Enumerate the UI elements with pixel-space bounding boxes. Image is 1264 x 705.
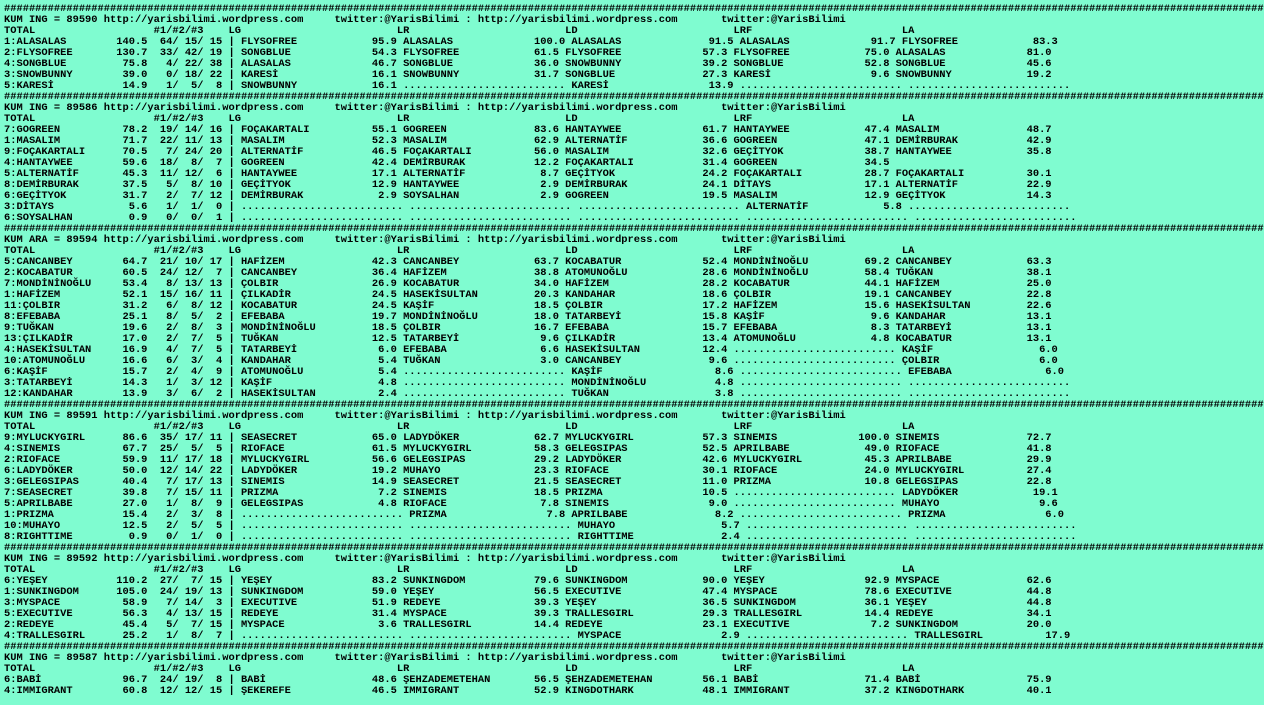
text-line: 9:MYLUCKYGIRL 86.6 35/ 17/ 11 | SEASECRET 65.0 LADYDÖKER 62.7 MYLUCKYGIRL 57.3 SINEMIS 100.0 SINEMIS 72.7: [4, 432, 1052, 444]
text-line: 8:RIGHTTIME 0.9 0/ 1/ 0 | .......................... .......................... RIGHTTIME 2.4 .......................... ..........................: [4, 531, 1077, 543]
text-line: 4:SINEMIS 67.7 25/ 5/ 5 | RIOFACE 61.5 MYLUCKYGIRL 58.3 GELEGSIPAS 52.5 APRILBABE 49.0 RIOFACE 41.8: [4, 443, 1052, 455]
text-line: KUM ING = 89591 http://yarisbilimi.wordpress.com twitter:@YarisBilimi : http://yarisbilimi.wordpress.com twitter:@YarisBilimi: [4, 410, 846, 422]
text-line: TOTAL #1/#2/#3 LG LR LD LRF LA: [4, 663, 915, 675]
text-line: TOTAL #1/#2/#3 LG LR LD LRF LA: [4, 564, 915, 576]
text-line: 6:LADYDÖKER 50.0 12/ 14/ 22 | LADYDÖKER 19.2 MUHAYO 23.3 RIOFACE 30.1 RIOFACE 24.0 MYLUCKYGIRL 27.4: [4, 465, 1052, 477]
text-line: ##########################################################################################################################################################################################################: [4, 223, 1264, 235]
text-line: ##########################################################################################################################################################################################################: [4, 399, 1264, 411]
text-line: 6:KAŞİF 15.7 2/ 4/ 9 | ATOMUNOĞLU 5.4 .......................... KAŞİF 8.6 .......................... EFEBABA 6.0: [4, 366, 1065, 378]
text-line: 4:HASEKİSULTAN 16.9 4/ 7/ 5 | TATARBEYİ 6.0 EFEBABA 6.6 HASEKİSULTAN 12.4 .......................... KAŞİF 6.0: [4, 344, 1058, 356]
text-line: 7:SEASECRET 39.8 7/ 15/ 11 | PRIZMA 7.2 SINEMIS 18.5 PRIZMA 10.5 .......................... LADYDÖKER 19.1: [4, 487, 1058, 499]
text-line: 4:IMMIGRANT 60.8 12/ 12/ 15 | ŞEKEREFE 46.5 IMMIGRANT 52.9 KINGDOTHARK 48.1 IMMIGRANT 37.2 KINGDOTHARK 40.1: [4, 685, 1052, 697]
text-line: 4:HANTAYWEE 59.6 18/ 8/ 7 | GOGREEN 42.4 DEMİRBURAK 12.2 FOÇAKARTALI 31.4 GOGREEN 34.5: [4, 157, 896, 169]
text-line: 3:TATARBEYİ 14.3 1/ 3/ 12 | KAŞİF 4.8 .......................... MONDİNİNOĞLU 4.8 .......................... ..........................: [4, 377, 1071, 389]
text-line: 10:ATOMUNOĞLU 16.6 6/ 3/ 4 | KANDAHAR 5.4 TUĞKAN 3.0 CANCANBEY 9.6 .......................... ÇOLBIR 6.0: [4, 355, 1058, 367]
text-line: KUM ING = 89590 http://yarisbilimi.wordpress.com twitter:@YarisBilimi : http://yarisbilimi.wordpress.com twitter:@YarisBilimi: [4, 14, 846, 26]
text-line: KUM ING = 89592 http://yarisbilimi.wordpress.com twitter:@YarisBilimi : http://yarisbilimi.wordpress.com twitter:@YarisBilimi: [4, 553, 846, 565]
text-line: 4:SONGBLUE 75.8 4/ 22/ 38 | ALASALAS 46.7 SONGBLUE 36.0 SNOWBUNNY 39.2 SONGBLUE 52.8 SONGBLUE 45.6: [4, 58, 1052, 70]
text-line: TOTAL #1/#2/#3 LG LR LD LRF LA: [4, 113, 915, 125]
text-line: 1:HAFİZEM 52.1 15/ 16/ 11 | ÇILKADİR 24.5 HASEKİSULTAN 20.3 KANDAHAR 18.6 ÇOLBIR 19.1 CANCANBEY 22.8: [4, 289, 1052, 301]
text-line: 6:GEÇİTYOK 31.7 2/ 7/ 12 | DEMİRBURAK 2.9 SOYSALHAN 2.9 GOGREEN 19.5 MASALIM 12.9 GEÇİTYOK 14.3: [4, 190, 1052, 202]
text-line: 13:ÇILKADİR 17.0 2/ 7/ 5 | TUĞKAN 12.5 TATARBEYİ 9.6 ÇILKADİR 13.4 ATOMUNOĞLU 4.8 KOCABATUR 13.1: [4, 333, 1052, 345]
text-line: 2:FLYSOFREE 130.7 33/ 42/ 19 | SONGBLUE 54.3 FLYSOFREE 61.5 FLYSOFREE 57.3 FLYSOFREE 75.0 ALASALAS 81.0: [4, 47, 1052, 59]
text-line: 3:DİTAYS 5.6 1/ 1/ 0 | .......................... .......................... .......................... ALTERNATİF 5.8 ..........................: [4, 201, 1071, 213]
text-line: 5:APRILBABE 27.0 1/ 8/ 9 | GELEGSIPAS 4.8 RIOFACE 7.8 SINEMIS 9.0 .......................... MUHAYO 9.6: [4, 498, 1058, 510]
text-line: 4:TRALLESGIRL 25.2 1/ 8/ 7 | .......................... .......................... MYSPACE 2.9 .......................... TRALLESGIRL 17.9: [4, 630, 1071, 642]
text-line: 2:RIOFACE 59.9 11/ 17/ 18 | MYLUCKYGIRL 56.6 GELEGSIPAS 29.2 LADYDÖKER 42.6 MYLUCKYGIRL 45.3 APRILBABE 29.9: [4, 454, 1052, 466]
text-line: 1:ALASALAS 140.5 64/ 15/ 15 | FLYSOFREE 95.9 ALASALAS 100.0 ALASALAS 91.5 ALASALAS 91.7 FLYSOFREE 83.3: [4, 36, 1058, 48]
text-line: 5:CANCANBEY 64.7 21/ 10/ 17 | HAFİZEM 42.3 CANCANBEY 63.7 KOCABATUR 52.4 MONDİNİNOĞLU 69.2 CANCANBEY 63.3: [4, 256, 1052, 268]
text-line: 7:GOGREEN 78.2 19/ 14/ 16 | FOÇAKARTALI 55.1 GOGREEN 83.6 HANTAYWEE 61.7 HANTAYWEE 47.4 MASALIM 48.7: [4, 124, 1052, 136]
text-line: TOTAL #1/#2/#3 LG LR LD LRF LA: [4, 421, 915, 433]
text-line: ##########################################################################################################################################################################################################: [4, 542, 1264, 554]
text-line: 6:BABİ 96.7 24/ 19/ 8 | BABİ 48.6 ŞEHZADEMETEHAN 56.5 ŞEHZADEMETEHAN 56.1 BABİ 71.4 BABİ 75.9: [4, 674, 1052, 686]
text-line: 10:MUHAYO 12.5 2/ 5/ 5 | .......................... .......................... MUHAYO 5.7 .......................... ..........................: [4, 520, 1077, 532]
text-line: 5:ALTERNATİF 45.3 11/ 12/ 6 | HANTAYWEE 17.1 ALTERNATİF 8.7 GEÇİTYOK 24.2 FOÇAKARTALI 28.7 FOÇAKARTALI 30.1: [4, 168, 1052, 180]
text-line: KUM ARA = 89594 http://yarisbilimi.wordpress.com twitter:@YarisBilimi : http://yarisbilimi.wordpress.com twitter:@YarisBilimi: [4, 234, 846, 246]
text-line: TOTAL #1/#2/#3 LG LR LD LRF LA: [4, 245, 915, 257]
text-line: 3:MYSPACE 58.9 7/ 14/ 3 | EXECUTIVE 51.9 REDEYE 39.3 YEŞEY 36.5 SUNKINGDOM 36.1 YEŞEY 44.8: [4, 597, 1052, 609]
text-line: ##########################################################################################################################################################################################################: [4, 641, 1264, 653]
text-line: 1:MASALIM 71.7 22/ 11/ 13 | MASALIM 52.3 MASALIM 62.9 ALTERNATİF 36.6 GOGREEN 47.1 DEMİRBURAK 42.9: [4, 135, 1052, 147]
text-line: 2:KOCABATUR 60.5 24/ 12/ 7 | CANCANBEY 36.4 HAFİZEM 38.8 ATOMUNOĞLU 28.6 MONDİNİNOĞLU 58.4 TUĞKAN 38.1: [4, 267, 1052, 279]
text-line: 8:EFEBABA 25.1 8/ 5/ 2 | EFEBABA 19.7 MONDİNİNOĞLU 18.0 TATARBEYİ 15.8 KAŞİF 9.6 KANDAHAR 13.1: [4, 311, 1052, 323]
text-line: 6:SOYSALHAN 0.9 0/ 0/ 1 | .......................... .......................... .......................... .......................... ..........................: [4, 212, 1077, 224]
text-line: KUM ING = 89586 http://yarisbilimi.wordpress.com twitter:@YarisBilimi : http://yarisbilimi.wordpress.com twitter:@YarisBilimi: [4, 102, 846, 114]
text-line: 1:SUNKINGDOM 105.0 24/ 19/ 13 | SUNKINGDOM 59.0 YEŞEY 56.5 EXECUTIVE 47.4 MYSPACE 78.6 EXECUTIVE 44.8: [4, 586, 1052, 598]
text-line: ##########################################################################################################################################################################################################: [4, 3, 1264, 15]
text-line: 9:TUĞKAN 19.6 2/ 8/ 3 | MONDİNİNOĞLU 18.5 ÇOLBIR 16.7 EFEBABA 15.7 EFEBABA 8.3 TATARBEYİ 13.1: [4, 322, 1052, 334]
text-line: 3:GELEGSIPAS 40.4 7/ 17/ 13 | SINEMIS 14.9 SEASECRET 21.5 SEASECRET 11.0 PRIZMA 10.8 GELEGSIPAS 22.8: [4, 476, 1052, 488]
text-line: 7:MONDİNİNOĞLU 53.4 8/ 13/ 13 | ÇOLBIR 26.9 KOCABATUR 34.0 HAFİZEM 28.2 KOCABATUR 44.1 HAFİZEM 25.0: [4, 278, 1052, 290]
text-line: 8:DEMİRBURAK 37.5 5/ 8/ 10 | GEÇİTYOK 12.9 HANTAYWEE 2.9 DEMİRBURAK 24.1 DİTAYS 17.1 ALTERNATİF 22.9: [4, 179, 1052, 191]
text-line: 1:PRIZMA 15.4 2/ 3/ 8 | .......................... PRIZMA 7.8 APRILBABE 8.2 .......................... PRIZMA 6.0: [4, 509, 1065, 521]
text-line: 6:YEŞEY 110.2 27/ 7/ 15 | YEŞEY 83.2 SUNKINGDOM 79.6 SUNKINGDOM 90.0 YEŞEY 92.9 MYSPACE 62.6: [4, 575, 1052, 587]
text-line: KUM ING = 89587 http://yarisbilimi.wordpress.com twitter:@YarisBilimi : http://yarisbilimi.wordpress.com twitter:@YarisBilimi: [4, 652, 846, 664]
text-line: 5:KARESİ 14.9 1/ 5/ 8 | SNOWBUNNY 16.1 .......................... KARESİ 13.9 .......................... ..........................: [4, 80, 1071, 92]
text-line: 2:REDEYE 45.4 5/ 7/ 15 | MYSPACE 3.6 TRALLESGIRL 14.4 REDEYE 23.1 EXECUTIVE 7.2 SUNKINGDOM 20.0: [4, 619, 1052, 631]
text-line: 5:EXECUTIVE 56.3 4/ 13/ 15 | REDEYE 31.4 MYSPACE 39.3 TRALLESGIRL 29.3 TRALLESGIRL 14.4 REDEYE 34.1: [4, 608, 1052, 620]
text-line: 12:KANDAHAR 13.9 3/ 6/ 2 | HASEKİSULTAN 2.4 .......................... TUĞKAN 3.8 .......................... ..........................: [4, 388, 1071, 400]
text-line: ##########################################################################################################################################################################################################: [4, 91, 1264, 103]
text-line: TOTAL #1/#2/#3 LG LR LD LRF LA: [4, 25, 915, 37]
text-line: 11:ÇOLBIR 31.2 6/ 8/ 12 | KOCABATUR 24.5 KAŞİF 18.5 ÇOLBIR 17.2 HAFİZEM 15.6 HASEKİSULTAN 22.6: [4, 300, 1052, 312]
text-line: 3:SNOWBUNNY 39.0 0/ 18/ 22 | KARESİ 16.1 SNOWBUNNY 31.7 SONGBLUE 27.3 KARESİ 9.6 SNOWBUNNY 19.2: [4, 69, 1052, 81]
text-line: 9:FOÇAKARTALI 70.5 7/ 24/ 20 | ALTERNATİF 46.5 FOÇAKARTALI 56.0 MASALIM 32.6 GEÇİTYOK 38.7 HANTAYWEE 35.8: [4, 146, 1052, 158]
